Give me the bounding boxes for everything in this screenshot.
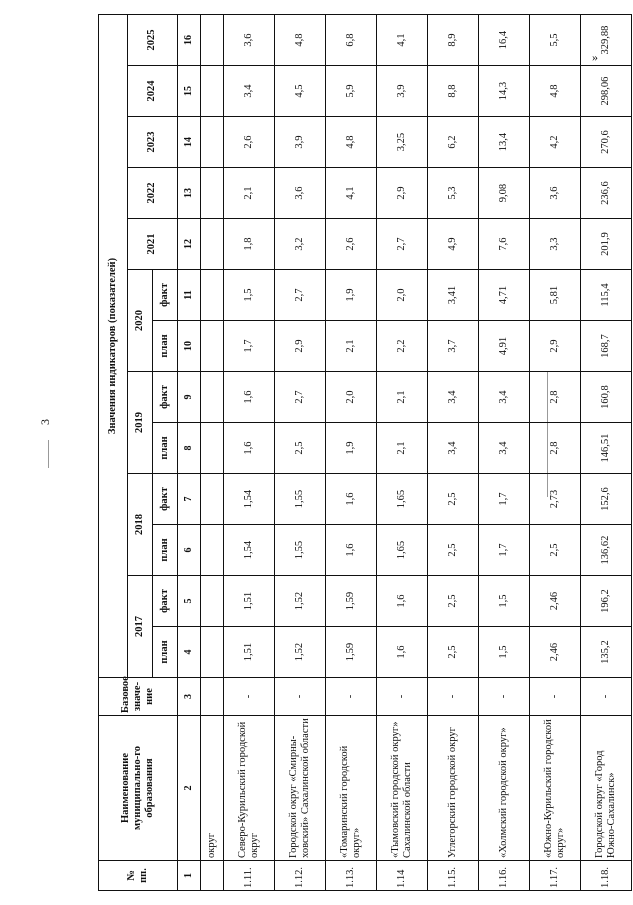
indicator-value: 1,6 xyxy=(326,525,377,576)
empty-cell xyxy=(201,474,224,525)
indicator-value: 1,9 xyxy=(326,270,377,321)
indicator-value: 2,9 xyxy=(275,321,326,372)
indicator-value: 4,71 xyxy=(479,270,530,321)
indicator-value: 1,6 xyxy=(326,474,377,525)
indicator-value: 1,5 xyxy=(224,270,275,321)
municipality-name: «Томаринский городской округ» xyxy=(326,716,377,861)
indicator-value: 2,1 xyxy=(326,321,377,372)
table-row xyxy=(479,15,530,891)
indicator-value: 1,59 xyxy=(326,627,377,678)
indicator-value: 298,06 xyxy=(581,66,632,117)
indicator-value: 3,9 xyxy=(377,66,428,117)
empty-cell xyxy=(201,423,224,474)
indicator-value: 1,7 xyxy=(479,525,530,576)
table-row xyxy=(530,15,581,891)
indicator-value: 2,1 xyxy=(377,423,428,474)
indicator-value: 16,4 xyxy=(479,15,530,66)
row-number: 1.15. xyxy=(428,861,479,891)
column-number: 13 xyxy=(178,168,201,219)
indicator-value: 2,5 xyxy=(428,576,479,627)
base-value: - xyxy=(479,678,530,716)
empty-cell xyxy=(201,678,224,716)
indicator-value: 1,7 xyxy=(479,474,530,525)
indicator-value: 1,54 xyxy=(224,474,275,525)
municipality-name: «Южно-Курильский городской округ» xyxy=(530,716,581,861)
municipality-name: «Холмский городской округ» xyxy=(479,716,530,861)
indicator-value: 196,2 xyxy=(581,576,632,627)
indicator-value: 2,0 xyxy=(377,270,428,321)
header-year-2024: 2024 xyxy=(128,66,178,117)
indicator-value: 3,7 xyxy=(428,321,479,372)
indicator-value: 1,55 xyxy=(275,474,326,525)
base-value: - xyxy=(326,678,377,716)
indicator-value: 3,4 xyxy=(479,372,530,423)
empty-cell xyxy=(201,861,224,891)
indicator-value: 4,9 xyxy=(428,219,479,270)
indicator-value: 1,51 xyxy=(224,576,275,627)
indicators-table xyxy=(98,14,632,891)
indicator-value: 135,2 xyxy=(581,627,632,678)
table-row xyxy=(428,15,479,891)
header-plan-2017: план xyxy=(153,627,178,678)
column-number: 14 xyxy=(178,117,201,168)
indicator-value: 2,9 xyxy=(377,168,428,219)
indicator-value: 1,6 xyxy=(224,423,275,474)
row-number: 1.12. xyxy=(275,861,326,891)
indicator-value: 168,7 xyxy=(581,321,632,372)
empty-cell xyxy=(201,219,224,270)
indicator-value: 2,7 xyxy=(377,219,428,270)
indicator-value: 1,9 xyxy=(326,423,377,474)
indicator-value: 1,54 xyxy=(224,525,275,576)
indicator-value: 3,6 xyxy=(224,15,275,66)
base-value: - xyxy=(377,678,428,716)
header-fact-2019: факт xyxy=(153,372,178,423)
indicator-value: 3,4 xyxy=(224,66,275,117)
table-row xyxy=(326,15,377,891)
municipality-name: Городской округ «Смирны-ховский» Сахалинской области xyxy=(275,716,326,861)
row-number: 1.16. xyxy=(479,861,530,891)
indicator-value: 2,73 xyxy=(530,474,581,525)
indicator-value: 9,08 xyxy=(479,168,530,219)
row-number: 1.14 xyxy=(377,861,428,891)
municipality-name: Углегорский городской округ xyxy=(428,716,479,861)
indicator-value: 2,46 xyxy=(530,576,581,627)
header-fact-2018: факт xyxy=(153,474,178,525)
indicator-value: 3,4 xyxy=(479,423,530,474)
header-year-2019: 2019 xyxy=(128,372,153,474)
column-number: 6 xyxy=(178,525,201,576)
header-indicator-values: Значения индикаторов (показателей) xyxy=(99,15,128,678)
column-number: 4 xyxy=(178,627,201,678)
rotated-table-container xyxy=(98,15,618,891)
indicator-value: 1,5 xyxy=(479,627,530,678)
column-number-row xyxy=(178,15,201,891)
indicator-value: 7,6 xyxy=(479,219,530,270)
indicator-value: 136,62 xyxy=(581,525,632,576)
row-number: 1.13. xyxy=(326,861,377,891)
indicator-value: 5,5 xyxy=(530,15,581,66)
header-year-2023: 2023 xyxy=(128,117,178,168)
indicator-value: 1,6 xyxy=(224,372,275,423)
indicator-value: 13,4 xyxy=(479,117,530,168)
header-year-2021: 2021 xyxy=(128,219,178,270)
base-value: - xyxy=(530,678,581,716)
indicator-value: 152,6 xyxy=(581,474,632,525)
column-number: 12 xyxy=(178,219,201,270)
closing-quote-mark: » xyxy=(592,50,598,64)
municipality-name: Городской округ «Город Южно-Сахалинск» xyxy=(581,716,632,861)
indicator-value: 2,1 xyxy=(224,168,275,219)
indicator-value: 1,55 xyxy=(275,525,326,576)
empty-cell xyxy=(201,117,224,168)
empty-cell xyxy=(201,168,224,219)
empty-cell xyxy=(201,321,224,372)
header-year-2020: 2020 xyxy=(128,270,153,372)
indicator-value: 2,6 xyxy=(326,219,377,270)
indicator-value: 3,6 xyxy=(530,168,581,219)
indicator-value: 2,5 xyxy=(428,474,479,525)
row-number: 1.17. xyxy=(530,861,581,891)
column-number: 9 xyxy=(178,372,201,423)
indicator-value: 3,4 xyxy=(428,372,479,423)
indicator-value: 2,8 xyxy=(530,423,581,474)
indicator-value: 4,8 xyxy=(326,117,377,168)
indicator-value: 4,5 xyxy=(275,66,326,117)
indicator-value: 3,41 xyxy=(428,270,479,321)
column-number: 16 xyxy=(178,15,201,66)
base-value: - xyxy=(581,678,632,716)
header-municipality: Наименование муниципально-го образования xyxy=(99,716,178,861)
column-number: 3 xyxy=(178,678,201,716)
indicator-value: 236,6 xyxy=(581,168,632,219)
header-year-2018: 2018 xyxy=(128,474,153,576)
indicator-value: 1,51 xyxy=(224,627,275,678)
indicator-value: 2,5 xyxy=(275,423,326,474)
indicator-value: 1,6 xyxy=(377,627,428,678)
indicator-value: 8,9 xyxy=(428,15,479,66)
header-base-value: Базовое значе-ние xyxy=(99,678,178,716)
header-year-2017: 2017 xyxy=(128,576,153,678)
indicator-value: 2,9 xyxy=(530,321,581,372)
header-no: № пп. xyxy=(99,861,178,891)
scan-line-left xyxy=(48,440,49,468)
indicator-value: 5,3 xyxy=(428,168,479,219)
indicator-value: 5,81 xyxy=(530,270,581,321)
header-fact-2017: факт xyxy=(153,576,178,627)
row-number: 1.18. xyxy=(581,861,632,891)
indicator-value: 3,25 xyxy=(377,117,428,168)
indicator-value: 2,5 xyxy=(428,525,479,576)
row-number: 1.11. xyxy=(224,861,275,891)
indicator-value: 1,52 xyxy=(275,627,326,678)
indicator-value: 1,65 xyxy=(377,525,428,576)
indicator-value: 146,51 xyxy=(581,423,632,474)
header-plan-2018: план xyxy=(153,525,178,576)
indicator-value: 3,4 xyxy=(428,423,479,474)
indicator-value: 2,46 xyxy=(530,627,581,678)
indicator-value: 6,8 xyxy=(326,15,377,66)
table-row xyxy=(224,15,275,891)
column-number: 11 xyxy=(178,270,201,321)
base-value: - xyxy=(428,678,479,716)
indicator-value: 2,1 xyxy=(377,372,428,423)
column-number: 10 xyxy=(178,321,201,372)
indicator-value: 4,1 xyxy=(326,168,377,219)
table-row xyxy=(377,15,428,891)
indicator-value: 4,91 xyxy=(479,321,530,372)
indicator-value: 4,8 xyxy=(530,66,581,117)
indicator-value: 2,0 xyxy=(326,372,377,423)
header-fact-2020: факт xyxy=(153,270,178,321)
table-row xyxy=(275,15,326,891)
column-number: 8 xyxy=(178,423,201,474)
indicator-value: 1,7 xyxy=(224,321,275,372)
indicator-value: 115,4 xyxy=(581,270,632,321)
municipality-name: Северо-Курильский городской округ xyxy=(224,716,275,861)
indicator-value: 6,2 xyxy=(428,117,479,168)
empty-cell xyxy=(201,270,224,321)
indicator-value: 329,88 xyxy=(581,15,632,66)
column-number: 2 xyxy=(178,716,201,861)
indicator-value: 1,65 xyxy=(377,474,428,525)
indicator-value: 8,8 xyxy=(428,66,479,117)
empty-cell xyxy=(201,15,224,66)
indicator-value: 2,7 xyxy=(275,372,326,423)
empty-cell xyxy=(201,576,224,627)
continuation-text: округ xyxy=(201,716,224,861)
header-year-2022: 2022 xyxy=(128,168,178,219)
base-value: - xyxy=(275,678,326,716)
empty-cell xyxy=(201,66,224,117)
indicator-value: 2,7 xyxy=(275,270,326,321)
indicator-value: 1,8 xyxy=(224,219,275,270)
indicator-value: 3,2 xyxy=(275,219,326,270)
indicator-value: 160,8 xyxy=(581,372,632,423)
table-row xyxy=(581,15,632,891)
header-year-2025: 2025 xyxy=(128,15,178,66)
indicator-value: 2,5 xyxy=(530,525,581,576)
indicator-value: 2,2 xyxy=(377,321,428,372)
header-plan-2019: план xyxy=(153,423,178,474)
indicator-value: 270,6 xyxy=(581,117,632,168)
empty-cell xyxy=(201,525,224,576)
indicator-value: 5,9 xyxy=(326,66,377,117)
column-number: 1 xyxy=(178,861,201,891)
empty-cell xyxy=(201,627,224,678)
continuation-row xyxy=(201,15,224,891)
indicator-value: 2,8 xyxy=(530,372,581,423)
indicator-value: 14,3 xyxy=(479,66,530,117)
indicator-value: 3,6 xyxy=(275,168,326,219)
column-number: 5 xyxy=(178,576,201,627)
page-number: 3 xyxy=(38,419,52,425)
column-number: 15 xyxy=(178,66,201,117)
column-number: 7 xyxy=(178,474,201,525)
indicator-value: 4,1 xyxy=(377,15,428,66)
indicator-value: 1,6 xyxy=(377,576,428,627)
base-value: - xyxy=(224,678,275,716)
indicator-value: 2,5 xyxy=(428,627,479,678)
indicator-value: 1,52 xyxy=(275,576,326,627)
indicator-value: 2,6 xyxy=(224,117,275,168)
indicator-value: 1,59 xyxy=(326,576,377,627)
indicator-value: 1,5 xyxy=(479,576,530,627)
header-plan-2020: план xyxy=(153,321,178,372)
indicator-value: 3,3 xyxy=(530,219,581,270)
municipality-name: «Тымовский городской округ» Сахалинской области xyxy=(377,716,428,861)
indicator-value: 4,2 xyxy=(530,117,581,168)
indicator-value: 201,9 xyxy=(581,219,632,270)
indicator-value: 4,8 xyxy=(275,15,326,66)
indicator-value: 3,9 xyxy=(275,117,326,168)
empty-cell xyxy=(201,372,224,423)
